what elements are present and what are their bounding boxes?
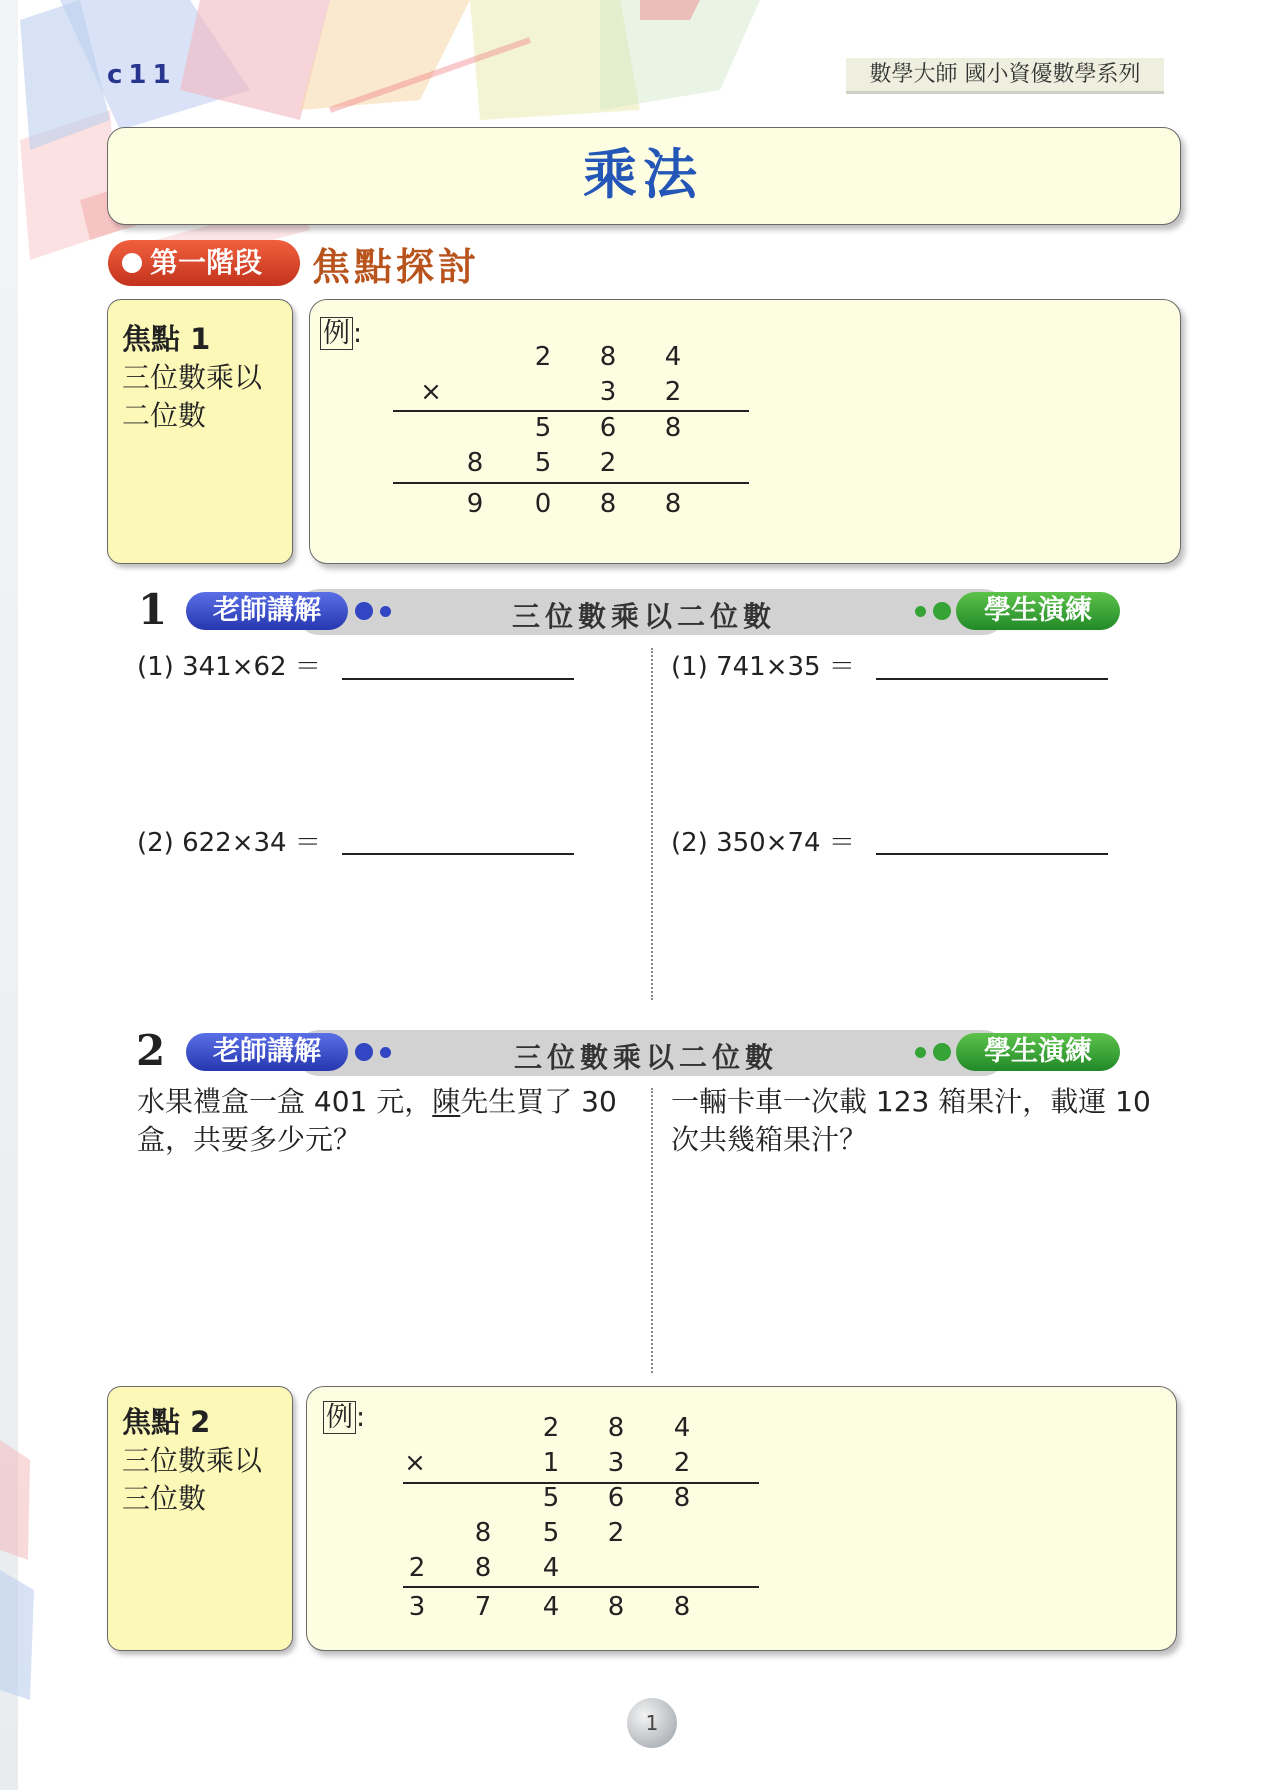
f1-multiplicand-digit: 2 [534,342,552,372]
f1-partial1-digit: 5 [534,413,552,443]
chapter-code: c11 [107,60,177,90]
f2-result-digit: 3 [408,1592,426,1622]
f1-partial1-digit: 6 [599,413,617,443]
answer-blank[interactable] [342,678,574,680]
f1-multiplicand-digit: 8 [599,342,617,372]
dot-icon [915,1047,926,1058]
f1-partial1-digit: 8 [664,413,682,443]
problem2-right-text: 一輛卡車一次載 123 箱果汁，載運 10 次共幾箱果汁？ [671,1085,1151,1156]
f1-result-digit: 0 [534,489,552,519]
f2-partial2-digit: 5 [542,1518,560,1548]
problem1-student-tag: 學生演練 [956,592,1120,630]
f2-multiplicand-digit: 8 [607,1413,625,1443]
stage-bullet-icon [122,253,142,273]
f1-times-sign: × [420,377,442,407]
f2-partial2-digit: 8 [474,1518,492,1548]
dot-icon [933,1043,951,1061]
f2-partial2-digit: 2 [607,1518,625,1548]
f2-partial1-digit: 8 [673,1483,691,1513]
f2-partial3-digit: 2 [408,1553,426,1583]
f2-result-digit: 8 [673,1592,691,1622]
f2-result-digit: 8 [607,1592,625,1622]
focus1-example-box [309,299,1181,564]
f2-multiplicand-digit: 4 [673,1413,691,1443]
focus2-title: 焦點 2 [122,1405,211,1439]
f1-partial2-digit: 2 [599,448,617,478]
dot-icon [933,602,951,620]
answer-blank[interactable] [876,853,1108,855]
dot-icon [915,606,926,617]
problem1-number: 1 [138,585,168,634]
focus2-description [122,1442,282,1518]
f1-partial2-digit: 5 [534,448,552,478]
f1-result-digit: 8 [664,489,682,519]
answer-blank[interactable] [876,678,1108,680]
focus2-desc-line2: 三位數 [122,1482,207,1515]
f2-rule-line [403,1586,759,1588]
focus2-desc-line1: 三位數乘以 [122,1444,263,1477]
problem2-number: 2 [136,1026,166,1075]
problem2-student-tag: 學生演練 [956,1033,1120,1071]
f2-multiplier-digit: 3 [607,1448,625,1478]
problem1-left-q2: (2) 622×34 ＝ [137,828,321,858]
focus1-desc-line2: 二位數 [122,399,207,432]
problem1-teacher-tag: 老師講解 [186,592,348,630]
f1-rule-line [393,410,749,412]
page-number: 1 [645,1711,659,1735]
f1-rule-line [393,482,749,484]
dot-icon [380,606,391,617]
focus1-desc-line1: 三位數乘以 [122,361,263,394]
f1-result-digit: 9 [466,489,484,519]
column-divider [651,648,653,1000]
f2-result-digit: 7 [474,1592,492,1622]
f1-multiplicand-digit: 4 [664,342,682,372]
problem2-title: 三位數乘以二位數 [514,1041,779,1074]
f1-partial2-digit: 8 [466,448,484,478]
answer-blank[interactable] [342,853,574,855]
problem1-right-q1: (1) 741×35 ＝ [671,652,855,682]
page-title: 乘法 [583,143,703,206]
f2-partial1-digit: 6 [607,1483,625,1513]
f2-partial1-digit: 5 [542,1483,560,1513]
column-divider [651,1088,653,1373]
f2-result-digit: 4 [542,1592,560,1622]
focus2-example-box [306,1386,1177,1651]
focus1-example-label: 例 : [320,311,362,350]
f1-multiplier-digit: 2 [664,377,682,407]
f1-multiplier-digit: 3 [599,377,617,407]
problem2-teacher-tag: 老師講解 [186,1033,348,1071]
problem1-left-q1: (1) 341×62 ＝ [137,652,321,682]
f2-partial3-digit: 8 [474,1553,492,1583]
focus2-example-label: 例 : [323,1395,365,1434]
f1-result-digit: 8 [599,489,617,519]
stage-label: 第一階段 [150,246,263,279]
focus1-title: 焦點 1 [122,322,211,356]
f2-multiplier-digit: 1 [542,1448,560,1478]
f2-partial3-digit: 4 [542,1553,560,1583]
problem1-title: 三位數乘以二位數 [512,600,777,633]
f2-multiplicand-digit: 2 [542,1413,560,1443]
f2-multiplier-digit: 2 [673,1448,691,1478]
problem1-right-q2: (2) 350×74 ＝ [671,828,855,858]
problem2-left-text: 水果禮盒一盒 401 元，陳先生買了 30 盒，共要多少元？ [137,1085,617,1156]
dot-icon [380,1047,391,1058]
f2-times-sign: × [404,1448,426,1478]
left-decoration [0,1440,40,1790]
stage-subtitle: 焦點探討 [312,245,481,289]
dot-icon [355,602,373,620]
dot-icon [355,1043,373,1061]
focus1-description [122,359,282,435]
series-title: 數學大師 國小資優數學系列 [846,58,1164,94]
f2-rule-line [403,1482,759,1484]
